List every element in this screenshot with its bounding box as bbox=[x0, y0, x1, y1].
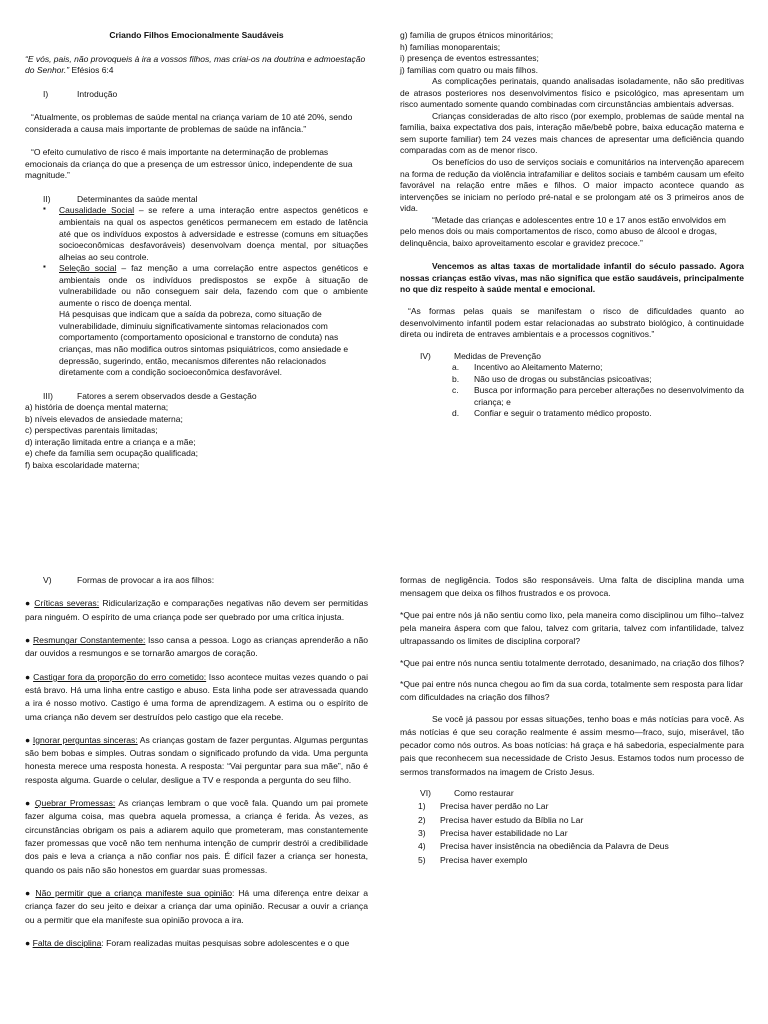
anger-item-7 bbox=[25, 937, 368, 950]
question-1: *Que pai entre nós já não sentiu como lixo, pela maneira como disciplinou um filho--talvez pela maneira áspera com que falou, talvez com gritaria, talvez com infantilidade, talvez ultrapassando os limites de disciplina corporal? bbox=[400, 609, 744, 647]
list-item-text: Precisa haver perdão no Lar bbox=[440, 801, 549, 812]
list-item: j) famílias com quatro ou mais filhos. bbox=[400, 64, 538, 75]
list-item bbox=[418, 840, 744, 853]
list-item: d) interação limitada entre a criança e a mãe; bbox=[25, 436, 196, 447]
anger-item-4-text: As crianças gostam de fazer perguntas. Algumas perguntas são bem bobas e simples. Outras sondam o significado profundo da vida. Uma pergunta honesta merece uma resposta honesta. A resposta: “Vai perguntar para sua mãe”, não é resposta alguma. Guarde o celular, desligue a TV e responda a pergunta do seu filho. bbox=[25, 734, 368, 785]
anger-item-7-label: Falta de disciplina bbox=[32, 937, 102, 948]
anger-item-5-text: As crianças lembram o que você fala. Quando um pai promete fazer alguma coisa, mas quebra aquela promessa, a criança é ferida. Às vezes, as circunstâncias obrigam os pais a adiarem aquilo que prometeram, mas constantemente fazer promessas que você não tem nenhuma intenção de cumprir destrói a credibilidade dos pais e leva a criança a não confiar nos pais. É difícil fazer a criança ser honesta, quando os pais não são honestos em guardar suas promessas. bbox=[25, 798, 368, 875]
anger-item-5-label: Quebrar Promessas: bbox=[34, 798, 116, 809]
anger-item-3 bbox=[25, 671, 368, 724]
list-item bbox=[418, 827, 744, 840]
list-marker: b. bbox=[452, 373, 460, 384]
list-item: e) chefe da família sem ocupação qualificada; bbox=[25, 448, 198, 459]
anger-item-4-label: Ignorar perguntas sinceras: bbox=[32, 734, 138, 745]
section-4-number: IV) bbox=[420, 350, 431, 361]
list-marker: d. bbox=[452, 408, 460, 419]
list-item: a) história de doença mental materna; bbox=[25, 402, 169, 413]
determinant-causal-text bbox=[59, 205, 368, 263]
determinant-selection-extra: Há pesquisas que indicam que a saída da pobreza, como situação de vulnerabilidade, diminuiu significativamente sintomas relacionados com comportamento (comportamento oposicional e transtorno de conduta) nas crianças, mas não modifica outros sintomas psiquiátricos, como ansiedade e depressão, sugerindo, então, mecanismos diferentes não relacionados diretamente com a condição socioeconômica desfavorável. bbox=[59, 309, 349, 378]
bullet-icon: ● bbox=[25, 937, 31, 948]
determinant-causal bbox=[25, 205, 368, 263]
section-4-heading bbox=[400, 351, 744, 363]
risk-factors-list bbox=[25, 402, 368, 471]
prevention-list bbox=[400, 362, 744, 420]
bullet-icon: ● bbox=[25, 734, 31, 745]
list-item-text: Incentivo ao Aleitamento Materno; bbox=[474, 362, 603, 373]
section-5-title: Formas de provocar a ira aos filhos: bbox=[77, 575, 215, 585]
development-quote: “As formas pelas quais se manifestam o risco de dificuldades quanto ao desenvolvimento infantil podem estar relacionadas ao substrato biológico, à continuidade direta ou indireta de entraves ambientais e a processos cognitivos.” bbox=[400, 306, 744, 340]
anger-item-2-text: Isso cansa a pessoa. Logo as crianças aprenderão a não dar ouvidos a resmungos e se tornarão amargos de coração. bbox=[25, 634, 368, 659]
list-marker: 3) bbox=[418, 828, 426, 838]
anger-item-6-label: Não permitir que a criança manifeste sua opinião bbox=[35, 887, 233, 898]
list-item bbox=[452, 374, 744, 386]
anger-item-1 bbox=[25, 597, 368, 624]
determinant-selection bbox=[25, 263, 368, 378]
section-6-heading bbox=[400, 787, 744, 800]
page2-right-column bbox=[400, 574, 744, 867]
anger-item-7-text: : Foram realizadas muitas pesquisas sobre adolescentes e o que bbox=[101, 937, 350, 948]
determinant-causal-label: Causalidade Social bbox=[59, 205, 135, 216]
list-item-text: Não uso de drogas ou substâncias psicoativas; bbox=[474, 373, 652, 384]
list-item bbox=[418, 800, 744, 813]
list-item: f) baixa escolaridade materna; bbox=[25, 459, 140, 470]
page1-right-column bbox=[400, 30, 744, 420]
page1-left-column bbox=[25, 30, 368, 472]
list-item-text: Precisa haver estudo da Bíblia no Lar bbox=[440, 814, 584, 825]
anger-item-3-label: Castigar fora da proporção do erro cometido: bbox=[33, 671, 207, 682]
anger-item-4 bbox=[25, 734, 368, 787]
restore-list bbox=[400, 800, 744, 867]
adolescent-risk-quote: “Metade das crianças e adolescentes entre 10 e 17 anos estão envolvidos em pelo menos dois ou mais comportamentos de risco, como abuso de álcool e drogas, delinquência, baixo aproveitamento escolar e gravidez precoce.” bbox=[400, 214, 726, 248]
list-item-text: Precisa haver exemplo bbox=[440, 854, 528, 865]
determinant-selection-text bbox=[59, 263, 368, 309]
section-3-number: III) bbox=[43, 390, 53, 401]
determinant-causal-body: – se refere a uma interação entre aspectos genéticos e ambientais na qual os aspectos genéticos permanecem em estado de latência até que os indivíduos expostos à adversidade e estresse (comuns em situações socioeconômicas desfavoráveis) desenvolvam doença mental, por situações alheias ao seu controle. bbox=[59, 205, 368, 262]
list-item: c) perspectivas parentais limitadas; bbox=[25, 425, 158, 436]
negligence-continuation: formas de negligência. Todos são responsáveis. Uma falta de disciplina manda uma mensagem que deixa os filhos frustrados e os provoca. bbox=[400, 575, 744, 599]
list-item bbox=[452, 408, 744, 420]
risk-factors-list-continued bbox=[400, 30, 744, 76]
list-item-text: Busca por informação para perceber alterações no desenvolvimento da criança; e bbox=[474, 385, 744, 407]
epigraph-text: “E vós, pais, não provoqueis à ira a vossos filhos, mas criai-os na doutrina e admoestação do Senhor.” bbox=[25, 53, 366, 76]
page2-left-column bbox=[25, 574, 368, 1020]
perinatal-paragraph: As complicações perinatais, quando analisadas isoladamente, não são preditivas de atrasos posteriores nos desenvolvimentos físico e psicológico, mas apresentam um risco aumentado somente quando combinadas com circunstâncias ambientais adversas. bbox=[400, 76, 744, 110]
section-6-number: VI) bbox=[420, 788, 431, 799]
determinant-selection-body: – faz menção a uma correlação entre aspectos genéticos e ambientais onde os indivíduos predispostos se expõe à situação de vulnerabilidade ou não conseguem sair dela, fazendo com que o ambiente aumente o risco de doença mental. bbox=[59, 263, 368, 308]
bullet-icon: ▪ bbox=[43, 262, 46, 272]
section-6-title: Como restaurar bbox=[454, 788, 514, 799]
anger-item-3-text: Isso acontece muitas vezes quando o pai está bravo. Há uma linha entre castigo e abuso. Esta linha pode ser atravessada quando a ira é nosso motivo. Castigo é uma forma de aprendizagem. A estima ou o espírito de uma criança não devem ser destruídos pelo castigo que ela recebe. bbox=[25, 671, 368, 722]
list-marker: 4) bbox=[418, 841, 426, 852]
good-bad-news-paragraph: Se você já passou por essas situações, tenho boas e más notícias para você. As más notícias é que seu coração realmente é assim mesmo—fraco, sujo, miserável, tão pecador como nós outros. As boas notícias: há graça e há sabedoria, especialmente para pais que reconhecem sua necessidade de Cristo Jesus. Estamos todos num processo de sermos transformados na imagem de Cristo Jesus. bbox=[400, 713, 744, 777]
intro-paragraph-2: “O efeito cumulativo de risco é mais importante na determinação de problemas emocionais da criança do que a presença de um estressor único, independente de sua magnitude.” bbox=[25, 147, 353, 181]
section-5-number: V) bbox=[43, 575, 52, 585]
high-risk-paragraph: Crianças consideradas de alto risco (por exemplo, problemas de saúde mental na família, baixa expectativa dos pais, interação mãe/bebê pobre, baixa educação materna e sem suporte familiar) tem 24 vezes mais chances de apresentar uma deficiência quando comparadas com as de menor risco. bbox=[400, 110, 744, 156]
list-marker: 1) bbox=[418, 801, 426, 812]
list-item: i) presença de eventos estressantes; bbox=[400, 53, 539, 64]
anger-item-6 bbox=[25, 887, 368, 927]
question-2: *Que pai entre nós nunca sentiu totalmente derrotado, desanimado, na criação dos filhos? bbox=[400, 657, 744, 668]
list-item bbox=[452, 385, 744, 408]
epigraph-reference: Efésios 6:4 bbox=[69, 65, 114, 76]
anger-item-2-label: Resmungar Constantemente: bbox=[32, 634, 146, 645]
list-marker: a. bbox=[452, 362, 460, 373]
section-2-heading bbox=[25, 194, 368, 206]
list-item-text: Precisa haver insistência na obediência da Palavra de Deus bbox=[440, 841, 669, 852]
bullet-icon: ▪ bbox=[43, 204, 46, 214]
section-2-title: Determinantes da saúde mental bbox=[77, 193, 198, 204]
list-item: g) família de grupos étnicos minoritários; bbox=[400, 30, 554, 40]
bullet-icon: ● bbox=[25, 798, 32, 809]
section-3-heading bbox=[25, 391, 368, 403]
list-item-text: Precisa haver estabilidade no Lar bbox=[440, 828, 568, 838]
list-item: h) famílias monoparentais; bbox=[400, 41, 501, 52]
determinant-selection-label: Seleção social bbox=[59, 263, 117, 274]
bullet-icon: ● bbox=[25, 634, 31, 645]
anger-item-1-text: Ridicularização e comparações negativas não devem ser permitidas para ninguém. O espírito de uma criança pode ser quebrado por uma crítica injusta. bbox=[25, 598, 368, 622]
anger-item-1-label: Críticas severas: bbox=[34, 598, 100, 609]
bullet-icon: ● bbox=[25, 598, 32, 609]
social-services-paragraph: Os benefícios do uso de serviços sociais e comunitários na intervenção aparecem na forma de redução da violência intrafamiliar e delitos sociais e também causam um efeito favorável na relação entre mães e filhos. O maior impacto acontece quando as intervenções se iniciam no período pré-natal e se prolongam até os 3 primeiros anos de vida. bbox=[400, 157, 744, 214]
question-3: *Que pai entre nós nunca chegou ao fim da sua corda, totalmente sem resposta para lidar com dificuldades na criação dos filhos? bbox=[400, 678, 743, 703]
highlight-paragraph: Vencemos as altas taxas de mortalidade infantil do século passado. Agora nossas crianças estão vivas, mas não significa que estão saudáveis, principalmente no que diz respeito à saúde mental e emocional. bbox=[400, 261, 744, 295]
section-2-number: II) bbox=[43, 193, 51, 204]
list-marker: 5) bbox=[418, 854, 426, 865]
bullet-icon: ● bbox=[25, 671, 31, 682]
anger-item-2 bbox=[25, 634, 368, 661]
list-item bbox=[452, 362, 744, 374]
section-3-title: Fatores a serem observados desde a Gestação bbox=[77, 390, 257, 401]
intro-paragraph-1: “Atualmente, os problemas de saúde mental na criança variam de 10 até 20%, sendo considerada a causa mais importante de problemas de saúde na infância.” bbox=[25, 112, 353, 134]
list-marker: c. bbox=[452, 385, 459, 396]
section-1-title: Introdução bbox=[77, 88, 118, 99]
list-item: b) níveis elevados de ansiedade materna; bbox=[25, 413, 183, 424]
list-item bbox=[418, 814, 744, 827]
list-item bbox=[418, 854, 744, 867]
list-marker: 2) bbox=[418, 814, 426, 825]
list-item-text: Confiar e seguir o tratamento médico proposto. bbox=[474, 408, 652, 419]
section-4-title: Medidas de Prevenção bbox=[454, 350, 541, 361]
anger-item-5 bbox=[25, 797, 368, 877]
section-1-number: I) bbox=[43, 88, 49, 99]
anger-item-6-text: : Há uma diferença entre deixar a criança fazer do seu jeito e deixar a criança dar uma opinião. Recusar a ouvir a criança ou a permitir que ela manifeste sua opinião provoca a ira. bbox=[25, 887, 368, 925]
section-1-heading bbox=[25, 89, 368, 101]
document-title: Criando Filhos Emocionalmente Saudáveis bbox=[109, 30, 284, 40]
bullet-icon: ● bbox=[25, 887, 32, 898]
section-5-heading bbox=[25, 574, 368, 587]
epigraph bbox=[25, 54, 368, 77]
